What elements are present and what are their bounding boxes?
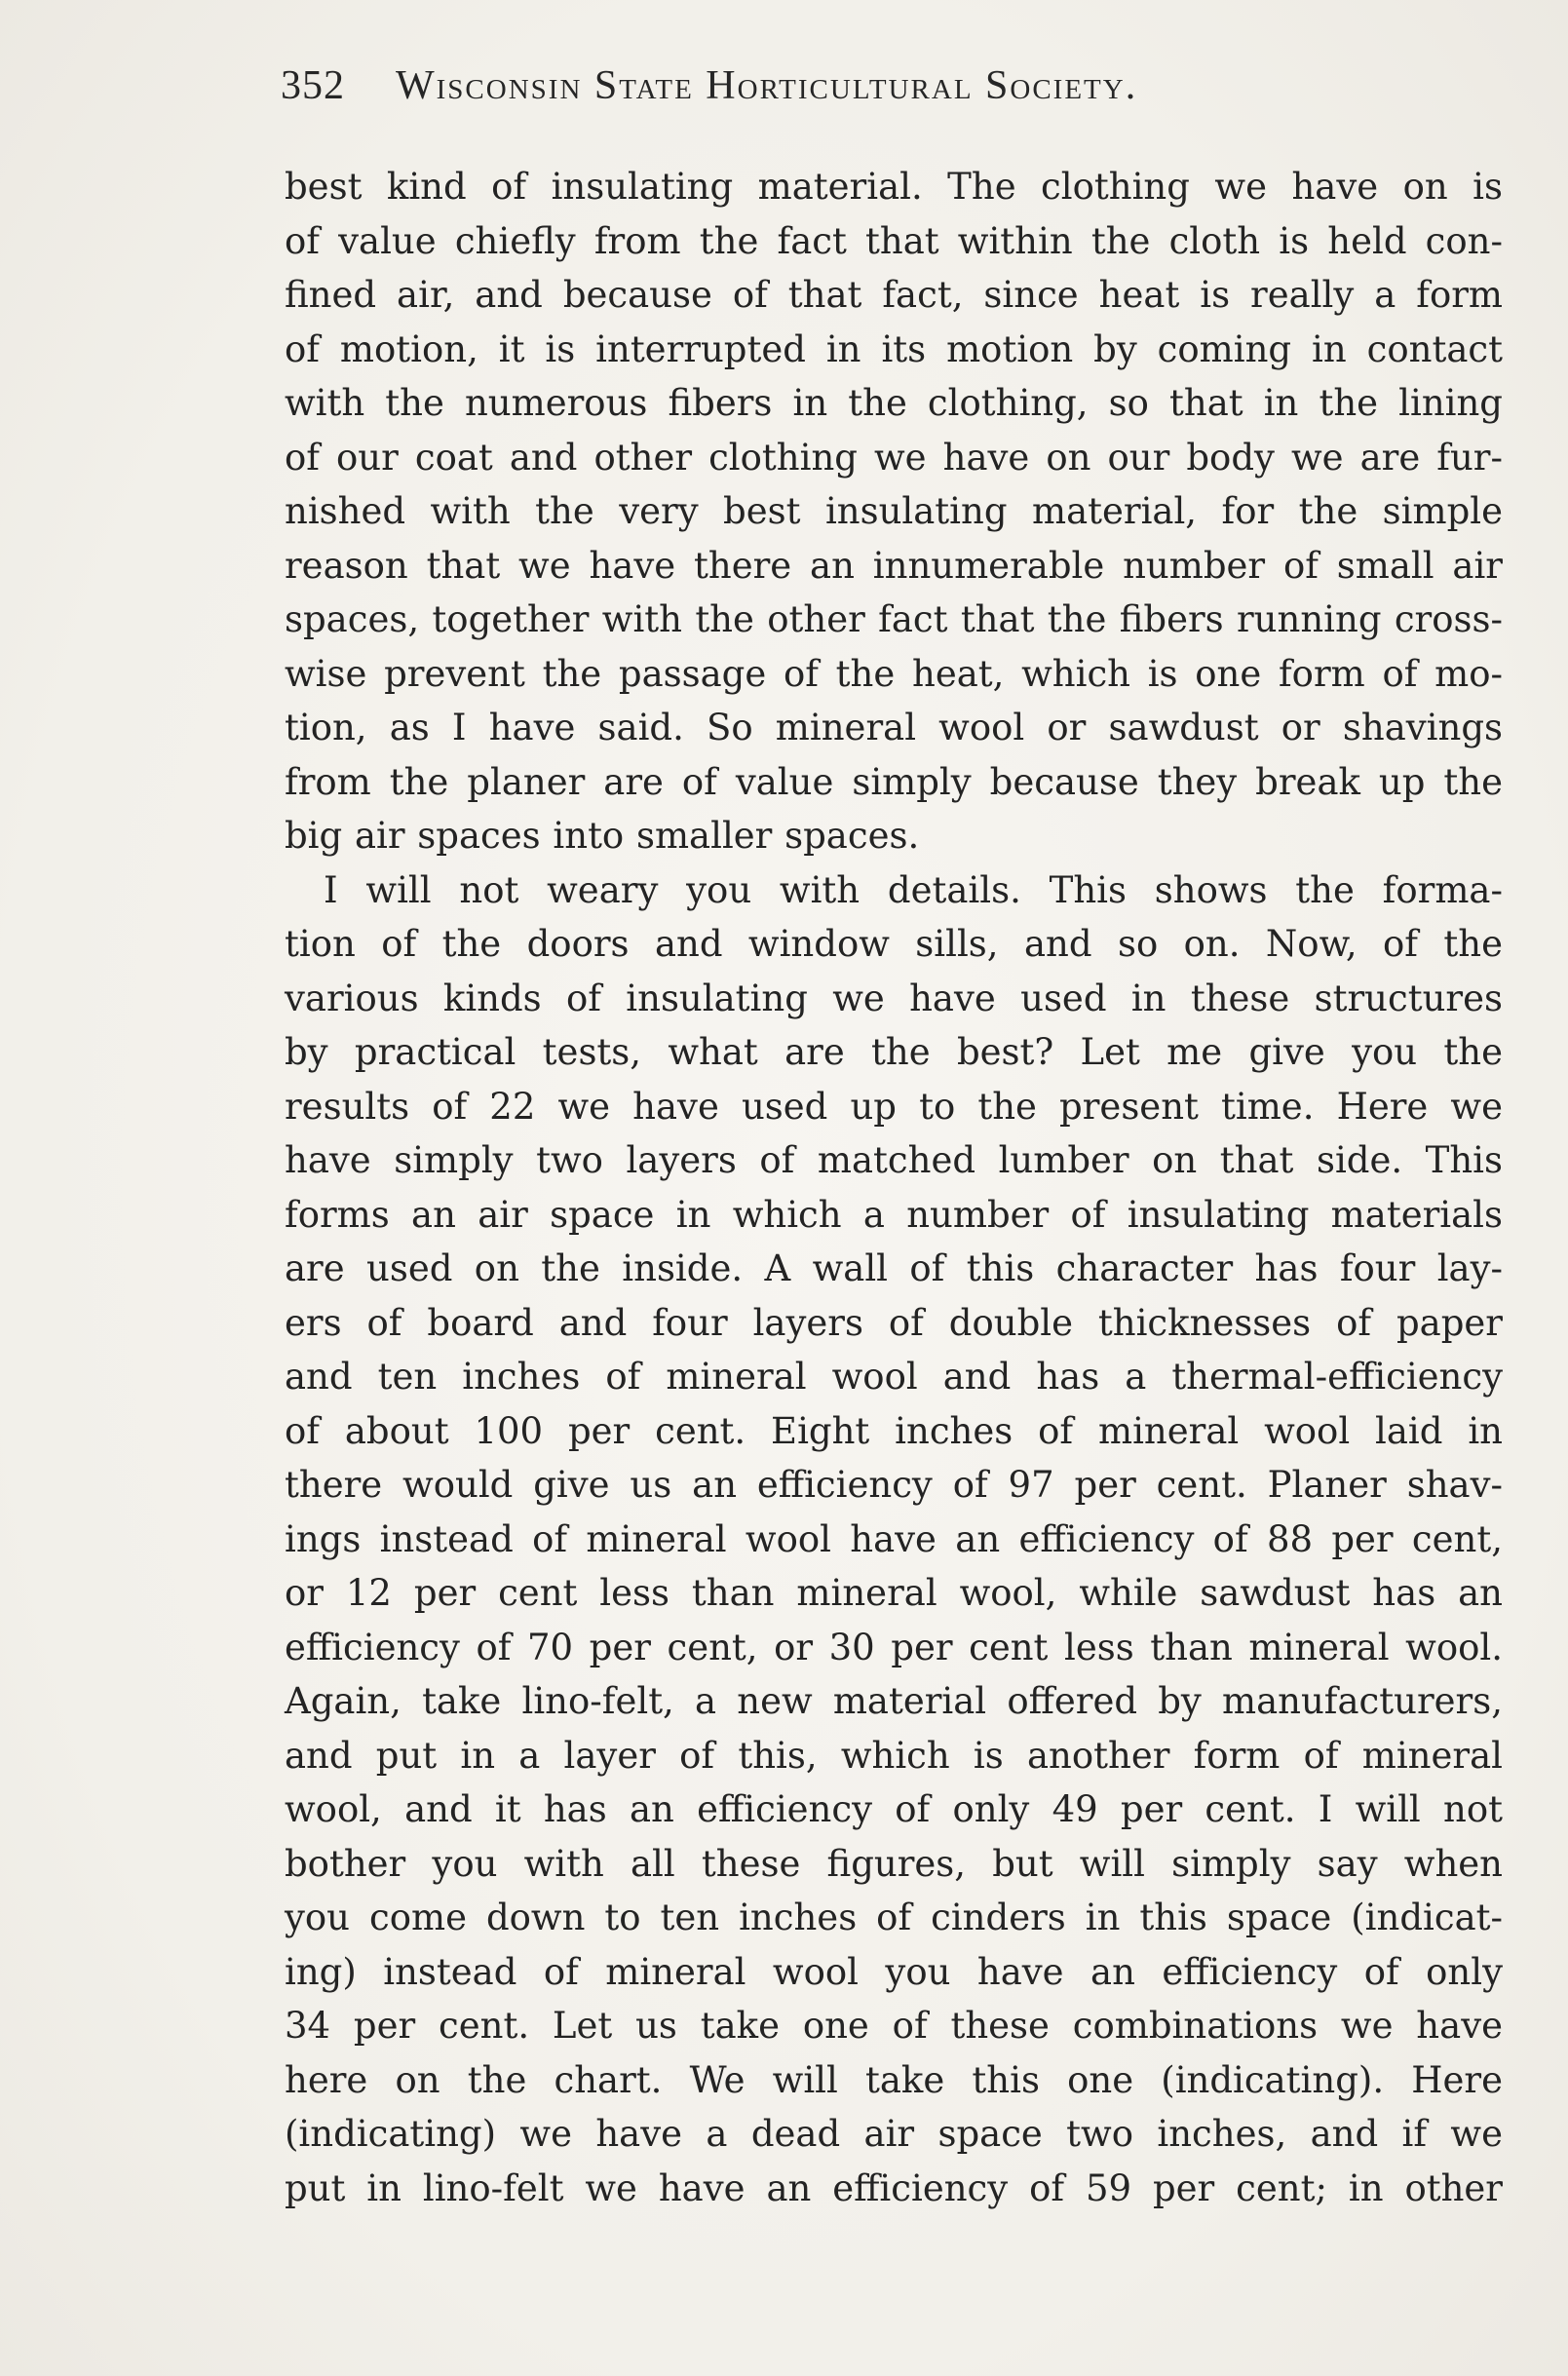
text-line: you come down to ten inches of cinders in this space (indicat- bbox=[285, 1897, 1503, 1938]
page-number: 352 bbox=[281, 63, 345, 108]
text-line: ing) instead of mineral wool you have an efficiency of only bbox=[285, 1950, 1503, 1993]
text-line: wool, and it has an efficiency of only 49 per cent. I will not bbox=[285, 1788, 1503, 1830]
text-line: tion, as I have said. So mineral wool or sawdust or shavings bbox=[285, 707, 1503, 748]
text-line: with the numerous fibers in the clothing, so that in the lining bbox=[285, 382, 1503, 424]
text-line: and put in a layer of this, which is another form of mineral bbox=[285, 1734, 1503, 1777]
text-line: fined air, and because of that fact, since heat is really a form bbox=[285, 274, 1503, 316]
paragraph-first-line: I will not weary you with details. This shows the forma- bbox=[324, 868, 1503, 911]
text-line: from the planer are of value simply because they break up the bbox=[285, 760, 1503, 803]
text-line: reason that we have there an innumerable number of small air bbox=[285, 544, 1503, 587]
text-line: of value chiefly from the fact that within the cloth is held con- bbox=[285, 219, 1503, 262]
text-line: forms an air space in which a number of insulating materials bbox=[285, 1193, 1503, 1236]
page-header bbox=[281, 62, 1353, 121]
body-text bbox=[285, 160, 1503, 2215]
text-line: are used on the inside. A wall of this character has four lay- bbox=[285, 1247, 1503, 1289]
text-line: of about 100 per cent. Eight inches of mineral wool laid in bbox=[285, 1409, 1503, 1452]
text-line: there would give us an efficiency of 97 per cent. Planer shav- bbox=[285, 1464, 1503, 1506]
text-line: results of 22 we have used up to the present time. Here we bbox=[285, 1085, 1503, 1128]
text-line: wise prevent the passage of the heat, which is one form of mo- bbox=[285, 652, 1503, 695]
text-line: Again, take lino-felt, a new material offered by manufacturers, bbox=[285, 1680, 1503, 1722]
text-line: bother you with all these figures, but will simply say when bbox=[285, 1842, 1503, 1885]
text-line: and ten inches of mineral wool and has a thermal-efficiency bbox=[285, 1356, 1503, 1398]
text-line: have simply two layers of matched lumber on that side. This bbox=[285, 1139, 1503, 1181]
running-title: Wisconsin State Horticultural Society. bbox=[396, 63, 1138, 108]
text-line: ers of board and four layers of double thicknesses of paper bbox=[285, 1301, 1503, 1344]
text-line: here on the chart. We will take this one (indicating). Here bbox=[285, 2058, 1503, 2101]
text-line: (indicating) we have a dead air space two inches, and if we bbox=[285, 2113, 1503, 2155]
text-line: various kinds of insulating we have used in these structures bbox=[285, 977, 1503, 1019]
text-line: nished with the very best insulating material, for the simple bbox=[285, 490, 1503, 532]
text-line: efficiency of 70 per cent, or 30 per cent less than mineral wool. bbox=[285, 1626, 1503, 1668]
text-line: tion of the doors and window sills, and so on. Now, of the bbox=[285, 923, 1503, 965]
text-line: best kind of insulating material. The clothing we have on is bbox=[285, 166, 1503, 208]
text-line: put in lino-felt we have an efficiency of 59 per cent; in other bbox=[285, 2166, 1503, 2209]
text-line: of motion, it is interrupted in its motion by coming in contact bbox=[285, 327, 1503, 370]
text-line: by practical tests, what are the best? Let me give you the bbox=[285, 1031, 1503, 1073]
paragraph-last-line: big air spaces into smaller spaces. bbox=[285, 815, 920, 857]
text-line: 34 per cent. Let us take one of these combinations we have bbox=[285, 2005, 1503, 2047]
text-line: spaces, together with the other fact that the fibers running cross- bbox=[285, 598, 1503, 640]
text-line: or 12 per cent less than mineral wool, while sawdust has an bbox=[285, 1572, 1503, 1614]
text-line: ings instead of mineral wool have an efficiency of 88 per cent, bbox=[285, 1517, 1503, 1560]
text-line: of our coat and other clothing we have on our body we are fur- bbox=[285, 436, 1503, 479]
